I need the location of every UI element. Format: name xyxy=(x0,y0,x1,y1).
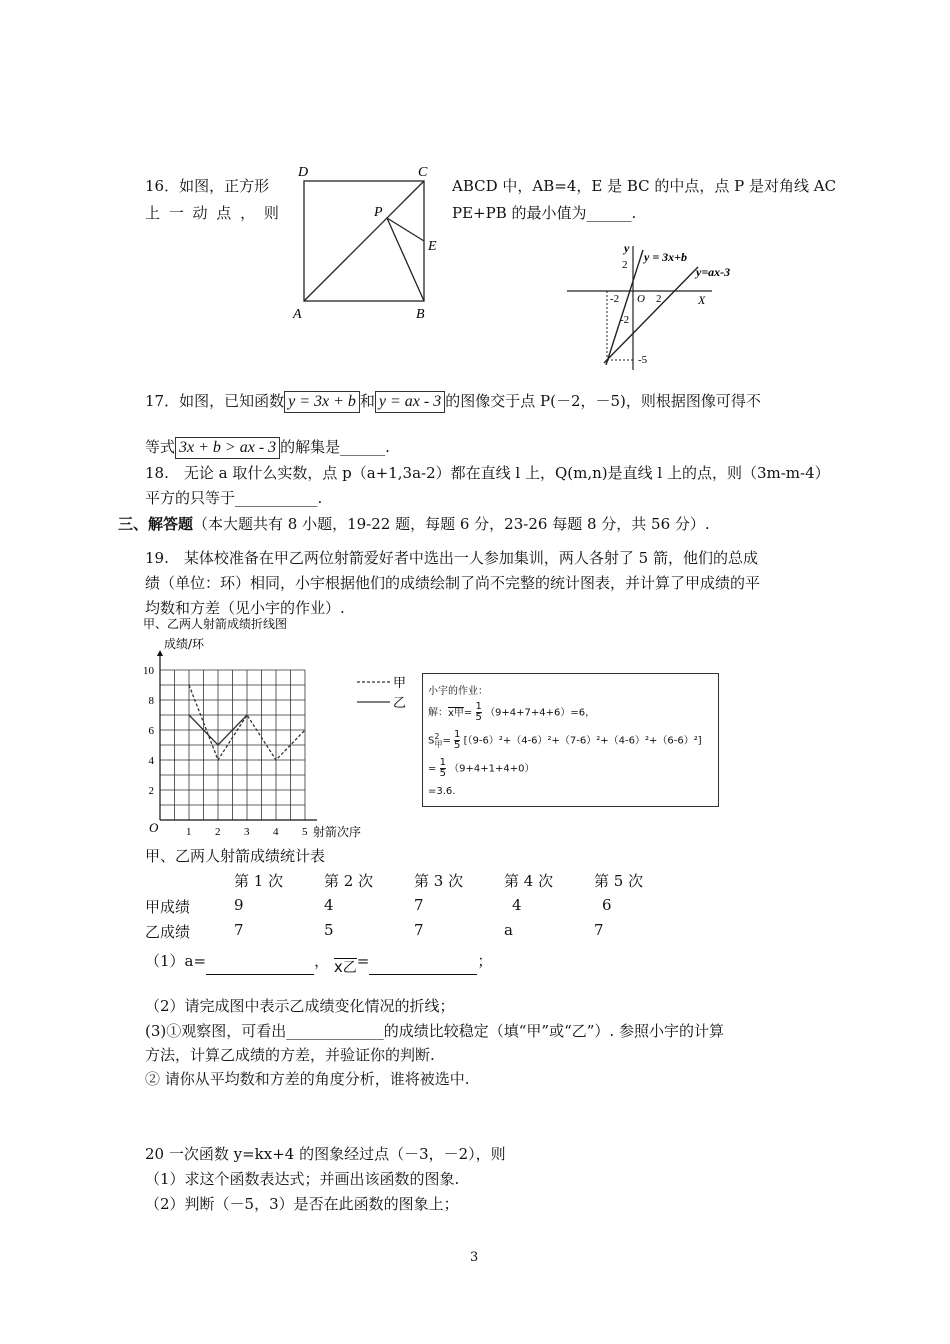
hw-l2-frac xyxy=(454,730,460,751)
q17-inequality: 3x + b > ax - 3 xyxy=(175,437,280,459)
table-cell: 7 xyxy=(414,896,424,914)
graph-origin: O xyxy=(637,293,645,305)
table-header-2: 第 2 次 xyxy=(324,872,374,890)
q17-function2: y = ax - 3 xyxy=(375,391,445,413)
hw-l1-frac-den: 5 xyxy=(475,712,482,723)
x-tick-label: 1 xyxy=(186,826,192,838)
tick-y-2: 2 xyxy=(622,259,628,271)
diagonal-ac xyxy=(304,181,424,301)
page-number: 3 xyxy=(470,1250,479,1265)
table-caption: 甲、乙两人射箭成绩统计表 xyxy=(145,847,326,865)
hw-l1-frac xyxy=(476,702,482,723)
y-tick-label: 4 xyxy=(148,755,154,767)
hw-l2-eq: = xyxy=(442,735,451,747)
table-cell: 7 xyxy=(414,921,424,939)
homework-line2 xyxy=(428,730,702,751)
hw-l1-eq: = xyxy=(463,707,473,719)
q19-xbar: x xyxy=(333,958,343,976)
tick-y-neg2: -2 xyxy=(620,314,630,326)
square-figure xyxy=(290,160,450,325)
hw-l3-eq: = xyxy=(428,763,437,775)
graph-line1-label: y = 3x+b xyxy=(644,250,688,264)
q20-line2: （1）求这个函数表达式；并画出该函数的图象. xyxy=(145,1170,460,1188)
tick-y-neg5: -5 xyxy=(638,354,648,366)
q19-line1: 19. 某体校准备在甲乙两位射箭爱好者中选出一人参加集训，两人各射了 5 箭，他们的总成 xyxy=(145,549,758,567)
q18-line2: 平方的只等于___________. xyxy=(145,489,323,507)
q19-xbar-yi xyxy=(334,958,357,976)
hw-l3-frac-den: 5 xyxy=(439,768,446,779)
label-d: D xyxy=(298,165,309,180)
hw-l2-frac-num: 1 xyxy=(454,729,461,740)
table-header-1: 第 1 次 xyxy=(234,872,284,890)
table-cell: 4 xyxy=(512,896,522,914)
q16-right-line1: ABCD 中，AB=4，E 是 BC 的中点，点 P 是对角线 AC xyxy=(452,177,837,195)
homework-line3 xyxy=(428,758,534,779)
section3-note: （本大题共有 8 小题，19-22 题，每题 6 分，23-26 每题 8 分，共 56 分）. xyxy=(193,515,710,533)
y-tick-label: 6 xyxy=(148,725,154,737)
homework-line4: =3.6. xyxy=(428,786,456,797)
y-axis-arrow xyxy=(157,650,163,656)
q20-line3: （2）判断（－5，3）是否在此函数的图象上； xyxy=(145,1195,459,1213)
hw-l1-frac-num: 1 xyxy=(475,701,482,712)
hw-l2-sub: 甲 xyxy=(434,739,443,749)
q19-p1-pre: （1）a= xyxy=(145,952,207,970)
table-header-4: 第 4 次 xyxy=(504,872,554,890)
segment-pb xyxy=(387,218,424,301)
q17-mid: 和 xyxy=(359,392,375,410)
hw-l2-rest: [（9-6）²+（4-6）²+（7-6）²+（4-6）²+（6-6）²] xyxy=(463,735,702,747)
x-tick-label: 5 xyxy=(302,826,308,838)
q19-line2: 绩（单位：环）相同，小宇根据他们的成绩绘制了尚不完整的统计图表，并计算了甲成绩的平 xyxy=(145,574,761,592)
y-tick-label: 2 xyxy=(148,785,154,797)
q19-line3: 均数和方差（见小宇的作业）. xyxy=(145,599,345,617)
label-e: E xyxy=(428,239,437,254)
q20-line1: 20 一次函数 y=kx+4 的图象经过点（－3，－2），则 xyxy=(145,1145,506,1163)
q17-function1: y = 3x + b xyxy=(284,391,360,413)
chart-title: 甲、乙两人射箭成绩折线图 xyxy=(143,617,288,631)
graph-line2-label: y=ax-3 xyxy=(696,265,731,279)
x-tick-label: 2 xyxy=(215,826,221,838)
chart-origin: O xyxy=(149,820,159,835)
q19-p1-mid: ， xyxy=(314,952,330,970)
q19-part3-line1: (3)①观察图，可看出_____________的成绩比较稳定（填“甲”或“乙”）. 参照小宇的计算 xyxy=(145,1022,724,1040)
hw-l3-frac-num: 1 xyxy=(439,757,446,768)
chart-xlabel: 射箭次序 xyxy=(313,825,362,839)
table-cell: 9 xyxy=(234,896,244,914)
line-y-ax-3 xyxy=(604,267,698,363)
table-row-jia-label: 甲成绩 xyxy=(145,898,191,916)
q19-p1-end: ； xyxy=(477,952,493,970)
section3-title: 三、解答题 xyxy=(118,515,194,533)
table-row-yi-label: 乙成绩 xyxy=(145,923,191,941)
homework-line1 xyxy=(428,702,595,723)
x-tick-label: 3 xyxy=(244,826,250,838)
line-chart xyxy=(140,615,400,845)
q16-right-line2: PE+PB 的最小值为______. xyxy=(452,204,637,222)
table-cell: a xyxy=(504,921,513,939)
graph-y-label: y xyxy=(624,241,630,255)
q17-line1 xyxy=(145,388,761,414)
homework-box xyxy=(422,673,719,807)
y-tick-label: 10 xyxy=(143,665,154,677)
hw-l3-rest: （9+4+1+4+0） xyxy=(449,763,535,775)
hw-l2-frac-den: 5 xyxy=(454,740,461,751)
table-cell: 5 xyxy=(324,921,334,939)
x-tick-label: 4 xyxy=(273,826,279,838)
hw-l1-var: x甲 xyxy=(448,707,464,719)
q19-part1 xyxy=(145,948,492,975)
y-tick-label: 8 xyxy=(148,695,154,707)
linear-functions-graph xyxy=(562,240,752,380)
label-p: P xyxy=(374,205,383,220)
hw-l2-s: S xyxy=(428,735,435,747)
table-cell: 7 xyxy=(594,921,604,939)
table-header-5: 第 5 次 xyxy=(594,872,644,890)
table-header-3: 第 3 次 xyxy=(414,872,464,890)
hw-l1-pre: 解： xyxy=(428,707,448,719)
tick-x-2: 2 xyxy=(656,293,662,305)
q16-left-line2: 上 一 动 点 ， 则 xyxy=(145,204,279,222)
chart-legend xyxy=(354,673,414,713)
q19-part3-line3: ② 请你从平均数和方差的角度分析，谁将被选中. xyxy=(145,1070,470,1088)
chart-ylabel: 成绩/环 xyxy=(164,637,205,651)
hw-l1-rest: （9+4+7+4+6）=6， xyxy=(485,707,596,719)
section3-heading xyxy=(118,514,710,534)
q18-line1: 18. 无论 a 取什么实数，点 p（a+1,3a-2）都在直线 l 上，Q(m,n)是直线 l 上的点，则（3m-m-4） xyxy=(145,464,830,482)
label-a: A xyxy=(293,307,302,322)
q17-line2-prefix: 等式 xyxy=(145,438,176,456)
q16-left-line1: 16．如图，正方形 xyxy=(145,177,270,195)
graph-x-label: X xyxy=(698,293,706,307)
q19-part2: （2）请完成图中表示乙成绩变化情况的折线； xyxy=(145,997,455,1015)
table-cell: 7 xyxy=(234,921,244,939)
table-cell: 4 xyxy=(324,896,334,914)
label-b: B xyxy=(416,307,425,322)
homework-title: 小宇的作业： xyxy=(428,686,488,697)
label-c: C xyxy=(418,165,428,180)
table-cell: 6 xyxy=(602,896,612,914)
tick-x-neg2: -2 xyxy=(610,293,620,305)
q17-prefix: 17．如图，已知函数 xyxy=(145,392,285,410)
legend-label-yi: 乙 xyxy=(393,696,407,711)
q19-xbar-sub: 乙 xyxy=(342,960,357,976)
hw-l2-sup: 2 xyxy=(434,731,440,741)
answer-blank-a[interactable] xyxy=(206,948,314,975)
q17-suffix: 的图像交于点 P(－2，－5)，则根据图像可得不 xyxy=(445,392,761,410)
q19-p1-eq: = xyxy=(356,952,370,970)
q19-part3-line2: 方法，计算乙成绩的方差，并验证你的判断. xyxy=(145,1046,435,1064)
legend-label-jia: 甲 xyxy=(393,676,407,691)
q17-line2-suffix: 的解集是______. xyxy=(280,438,390,456)
answer-blank-mean[interactable] xyxy=(369,948,477,975)
hw-l3-frac xyxy=(440,758,446,779)
q17-line2 xyxy=(145,434,390,460)
